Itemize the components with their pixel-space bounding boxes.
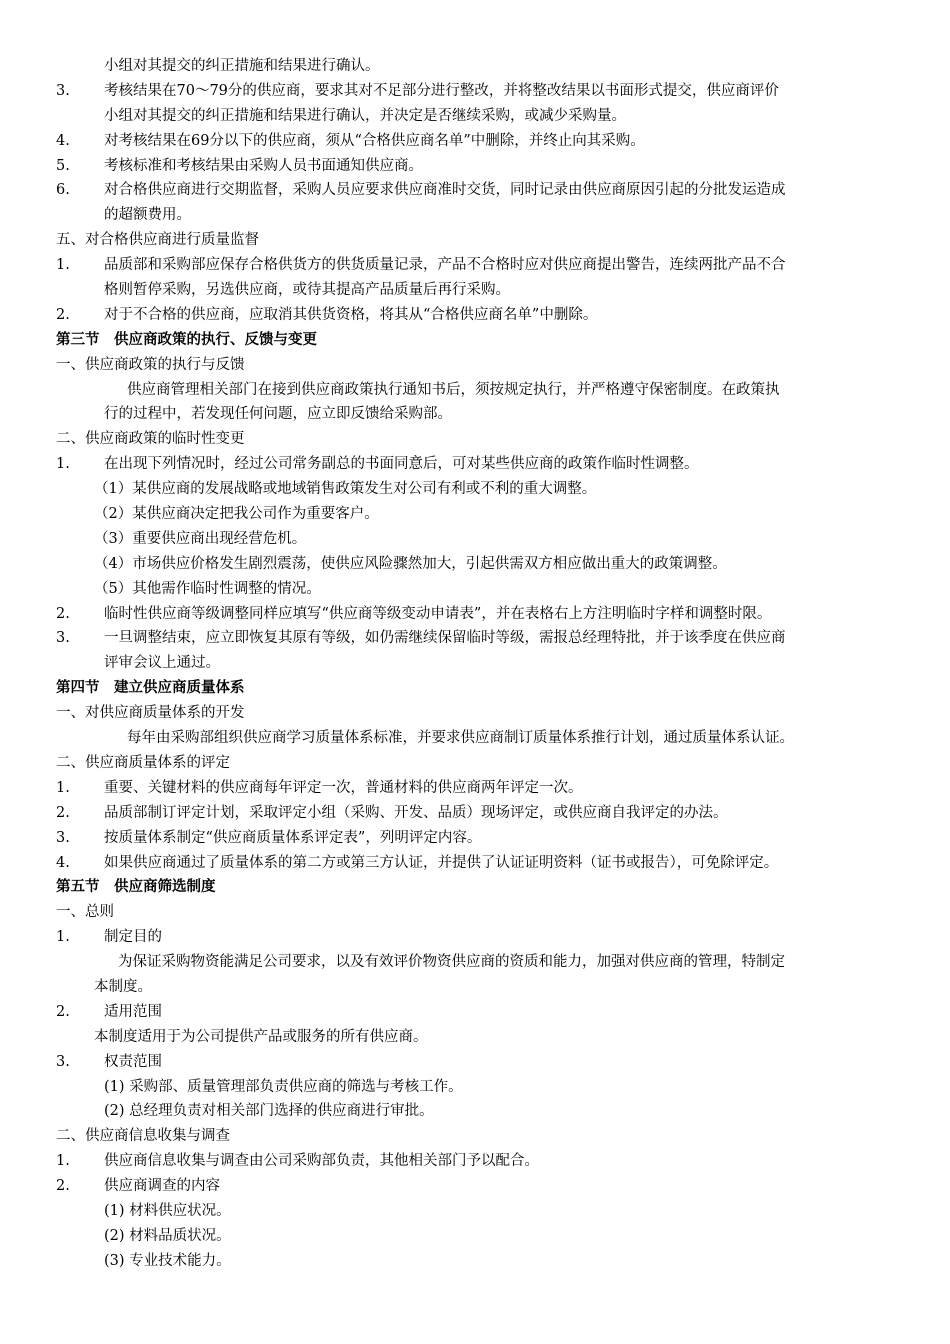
subsection-heading: 二、供应商政策的临时性变更: [56, 431, 245, 448]
body-line: 小组对其提交的纠正措施和结果进行确认。: [104, 58, 380, 74]
list-item: (1) 材料供应状况。: [104, 1202, 231, 1219]
section-heading: 第五节 供应商筛选制度: [56, 878, 216, 896]
list-item: (1) 采购部、质量管理部负责供应商的筛选与考核工作。: [104, 1078, 463, 1095]
numbered-item: 3. 考核结果在70～79分的供应商，要求其对不足部分进行整改，并将整改结果以书面形式提交，供应商评价: [56, 82, 779, 99]
subsection-heading: 一、对供应商质量体系的开发: [56, 705, 245, 722]
numbered-item: 1. 重要、关键材料的供应商每年评定一次，普通材料的供应商两年评定一次。: [56, 779, 583, 796]
section-heading: 第三节 供应商政策的执行、反馈与变更: [56, 330, 317, 348]
list-item: (2) 材料品质状况。: [104, 1227, 231, 1244]
list-item: (2) 总经理负责对相关部门选择的供应商进行审批。: [104, 1103, 434, 1120]
numbered-item: 2. 临时性供应商等级调整同样应填写“供应商等级变动申请表”，并在表格右上方注明临时字样和调整时限。: [56, 605, 772, 622]
numbered-item: 4. 对考核结果在69分以下的供应商，须从“合格供应商名单”中删除，并终止向其采购。: [56, 132, 645, 149]
list-item: （2）某供应商决定把我公司作为重要客户。: [94, 506, 379, 523]
body-line: 本制度。: [94, 978, 152, 995]
body-line: 为保证采购物资能满足公司要求，以及有效评价物资供应商的资质和能力，加强对供应商的管理，特制定: [118, 954, 785, 971]
subsection-heading: 五、对合格供应商进行质量监督: [56, 232, 259, 249]
subsection-heading: 一、供应商政策的执行与反馈: [56, 356, 245, 373]
body-line: 小组对其提交的纠正措施和结果进行确认，并决定是否继续采购，或减少采购量。: [104, 107, 626, 124]
body-line: 评审会议上通过。: [104, 655, 220, 672]
numbered-item: 1. 供应商信息收集与调查由公司采购部负责，其他相关部门予以配合。: [56, 1153, 539, 1170]
numbered-item: 1. 制定目的: [56, 929, 162, 946]
numbered-item: 2. 供应商调查的内容: [56, 1178, 220, 1195]
numbered-item: 1. 在出现下列情况时，经过公司常务副总的书面同意后，可对某些供应商的政策作临时性调整。: [56, 456, 699, 473]
numbered-item: 2. 品质部制订评定计划，采取评定小组（采购、开发、品质）现场评定，或供应商自我评定的办法。: [56, 804, 728, 821]
body-line: 格则暂停采购，另选供应商，或待其提高产品质量后再行采购。: [104, 282, 510, 299]
body-line: 供应商管理相关部门在接到供应商政策执行通知书后，须按规定执行，并严格遵守保密制度。在政策执: [127, 381, 780, 398]
numbered-item: 2. 适用范围: [56, 1003, 162, 1020]
subsection-heading: 一、总则: [56, 904, 114, 921]
numbered-item: 2. 对于不合格的供应商，应取消其供货资格，将其从“合格供应商名单”中删除。: [56, 306, 598, 323]
numbered-item: 3. 一旦调整结束，应立即恢复其原有等级，如仍需继续保留临时等级，需报总经理特批，并于该季度在供应商: [56, 630, 786, 647]
list-item: （4）市场供应价格发生剧烈震荡，使供应风险骤然加大，引起供需双方相应做出重大的政策调整。: [94, 555, 727, 572]
document-page: [0, 56, 950, 1276]
subsection-heading: 二、供应商信息收集与调查: [56, 1128, 230, 1145]
body-line: 每年由采购部组织供应商学习质量体系标准，并要求供应商制订质量体系推行计划，通过质量体系认证。: [127, 730, 794, 747]
section-heading: 第四节 建立供应商质量体系: [56, 679, 245, 697]
body-line: 本制度适用于为公司提供产品或服务的所有供应商。: [94, 1028, 428, 1045]
list-item: (3) 专业技术能力。: [104, 1252, 231, 1269]
list-item: （3）重要供应商出现经营危机。: [94, 530, 307, 547]
body-line: 的超额费用。: [104, 207, 191, 224]
numbered-item: 1. 品质部和采购部应保存合格供货方的供货质量记录，产品不合格时应对供应商提出警告，连续两批产品不合: [56, 257, 786, 274]
list-item: （1）某供应商的发展战略或地域销售政策发生对公司有利或不利的重大调整。: [94, 481, 597, 498]
numbered-item: 3. 权责范围: [56, 1053, 162, 1070]
subsection-heading: 二、供应商质量体系的评定: [56, 754, 230, 771]
numbered-item: 5. 考核标准和考核结果由采购人员书面通知供应商。: [56, 157, 423, 174]
numbered-item: 6. 对合格供应商进行交期监督，采购人员应要求供应商准时交货，同时记录由供应商原因引起的分批发运造成: [56, 182, 786, 199]
body-line: 行的过程中，若发现任何问题，应立即反馈给采购部。: [104, 406, 452, 423]
numbered-item: 3. 按质量体系制定“供应商质量体系评定表”，列明评定内容。: [56, 829, 482, 846]
numbered-item: 4. 如果供应商通过了质量体系的第二方或第三方认证，并提供了认证证明资料（证书或报告），可免除评定。: [56, 854, 779, 871]
list-item: （5）其他需作临时性调整的情况。: [94, 580, 321, 597]
